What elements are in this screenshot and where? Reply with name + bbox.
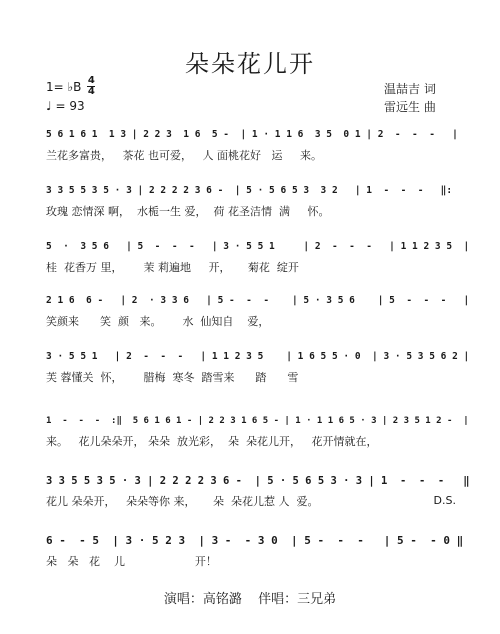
time-sig-top: 4: [87, 75, 95, 86]
notation-line: 5 · 3 5 6 | 5 - - - | 3 · 5 5 1 | 2 - - - | 1 1 2 3 5 |: [46, 241, 470, 252]
lyric-line: 笑颜来 笑 颜 来。 水 仙知自 爱，: [46, 315, 270, 328]
lyric-line: 朵 朵 花 儿 开！: [46, 555, 217, 568]
singer-credit: 演唱：高铭潞: [163, 592, 242, 607]
key-line: [46, 76, 95, 97]
notation-line: 3 3 5 5 3 5 · 3 | 2 2 2 2 3 6 - | 5 · 5 6 5 3 3 2 | 1 - - - ‖:: [46, 185, 453, 196]
time-signature: [87, 76, 95, 97]
notation-line: 2 1 6 6 - | 2 · 3 3 6 | 5 - - - | 5 · 3 5 6 | 5 - - - |: [46, 295, 470, 306]
lyric-line: 芙 蓉懂关 怀， 腊梅 寒冬 踏雪来 踏 雪: [46, 371, 299, 384]
composer: 雷远生 曲: [384, 100, 436, 114]
lyric-line: 兰花多富贵， 茶花 也可爱， 人 面桃花好 运 来。: [46, 149, 322, 162]
performer-credits: [0, 588, 500, 607]
lyric-line: 来。 花儿朵朵开， 朵朵 放光彩， 朵 朵花儿开， 花开情就在，: [46, 435, 378, 448]
tempo-marking: ♩ = 93: [46, 99, 85, 113]
key-and-tempo: [46, 76, 95, 115]
notation-line: 3 · 5 5 1 | 2 - - - | 1 1 2 3 5 | 1 6 5 5 · 0 | 3 · 5 3 5 6 2 |: [46, 351, 470, 362]
lyric-line: 玫瑰 恋情深 啊， 水栀一生 爱， 荷 花圣洁情 满 怀。: [46, 205, 330, 218]
time-sig-bottom: 4: [87, 86, 95, 97]
notation-line: 5 6 1 6 1 1 3 | 2 2 3 1 6 5 - | 1 · 1 1 6 3 5 0 1 | 2 - - - |: [46, 129, 458, 140]
notation-line: 1 - - - :‖ 5 6 1 6 1 - | 2 2 3 1 6 5 - | 1 · 1 1 6 5 · 3 | 2 3 5 1 2 - |: [46, 416, 469, 426]
lyricist: 温喆吉 词: [384, 82, 436, 96]
notation-line: 6 - - 5 | 3 · 5 2 3 | 3 - - 3 0 | 5 - - - | 5 - - 0 ‖: [46, 534, 464, 547]
notation-line: 3 3 5 5 3 5 · 3 | 2 2 2 2 3 6 - | 5 · 5 6 5 3 · 3 | 1 - - - ‖: [46, 475, 470, 487]
lyric-line: 桂 花香万 里， 茉 莉遍地 开， 菊花 绽开: [46, 261, 299, 274]
authors: [384, 80, 436, 116]
backing-credit: 伴唱：三兄弟: [258, 592, 337, 607]
key-signature: 1= ♭B: [46, 79, 82, 94]
ds-mark: D.S.: [433, 494, 456, 507]
lyric-line: 花儿 朵朵开， 朵朵等你 来， 朵 朵花儿惹 人 爱。: [46, 495, 319, 508]
song-title: 朵朵花儿开: [185, 50, 315, 78]
